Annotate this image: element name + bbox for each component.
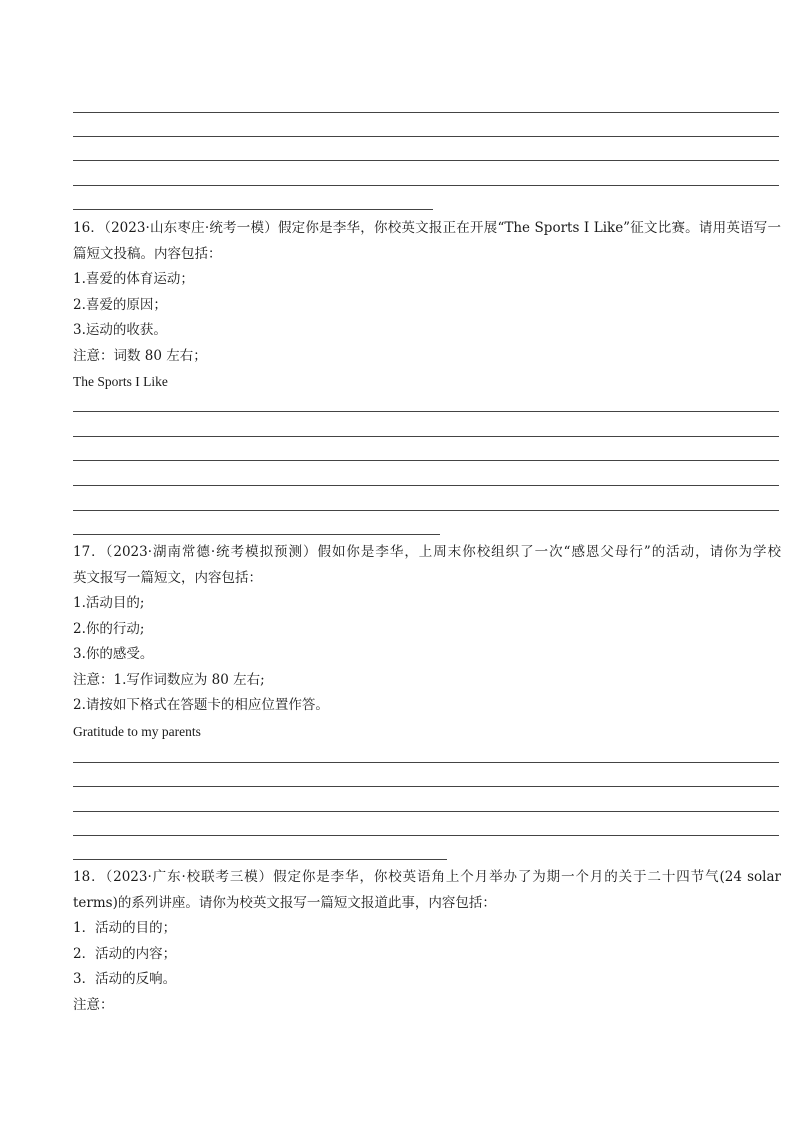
question-prompt-line: 英文报写一篇短文，内容包括： xyxy=(73,569,262,586)
requirement-item: 2.你的行动; xyxy=(73,620,145,637)
answer-line xyxy=(73,160,779,161)
answer-line-short xyxy=(73,209,433,210)
requirement-item: 1．活动的目的； xyxy=(73,920,177,936)
answer-line xyxy=(73,510,779,511)
answer-line-short xyxy=(73,859,447,860)
note-line: 注意：1.写作词数应为 80 左右; xyxy=(73,671,265,688)
answer-line xyxy=(73,112,779,113)
requirement-item: 3.运动的收获。 xyxy=(73,322,167,338)
answer-line-short xyxy=(73,534,440,535)
answer-line xyxy=(73,485,779,486)
answer-line xyxy=(73,460,779,461)
answer-line xyxy=(73,436,779,437)
answer-line xyxy=(73,762,779,763)
answer-line xyxy=(73,811,779,812)
question-17 xyxy=(73,540,781,744)
question-prompt-line: terms)的系列讲座。请你为校英文报写一篇短文报道此事，内容包括： xyxy=(73,894,496,911)
essay-title: The Sports I Like xyxy=(73,374,168,389)
note-line: 注意：词数 80 左右； xyxy=(73,347,207,364)
note-line: 注意： xyxy=(73,996,114,1013)
answer-line xyxy=(73,411,779,412)
question-prompt-line: 篇短文投稿。内容包括： xyxy=(73,245,222,262)
note-line: 2.请按如下格式在答题卡的相应位置作答。 xyxy=(73,697,329,713)
answer-line xyxy=(73,185,779,186)
requirement-item: 3．活动的反响。 xyxy=(73,971,177,987)
question-prompt-line: 18．（2023·广东·校联考三模）假定你是李华，你校英语角上个月举办了为期一个月的关于二十四节气(24 solar xyxy=(73,869,781,885)
requirement-item: 2．活动的内容； xyxy=(73,945,177,962)
question-prompt-line: 16．（2023·山东枣庄·统考一模）假定你是李华，你校英文报正在开展“The Sports I Like”征文比赛。请用英语写一 xyxy=(73,220,781,236)
requirement-item: 1.活动目的; xyxy=(73,595,145,611)
requirement-item: 1.喜爱的体育运动； xyxy=(73,271,194,287)
requirement-item: 2.喜爱的原因； xyxy=(73,296,167,313)
requirement-item: 3.你的感受。 xyxy=(73,646,154,662)
answer-line xyxy=(73,786,779,787)
answer-line xyxy=(73,835,779,836)
question-prompt-line: 17．（2023·湖南常德·统考模拟预测）假如你是李华，上周末你校组织了一次“感恩父母行”的活动，请你为学校 xyxy=(73,544,781,560)
question-18 xyxy=(73,865,781,1018)
question-16 xyxy=(73,216,781,395)
answer-line xyxy=(73,136,779,137)
essay-title: Gratitude to my parents xyxy=(73,723,201,739)
